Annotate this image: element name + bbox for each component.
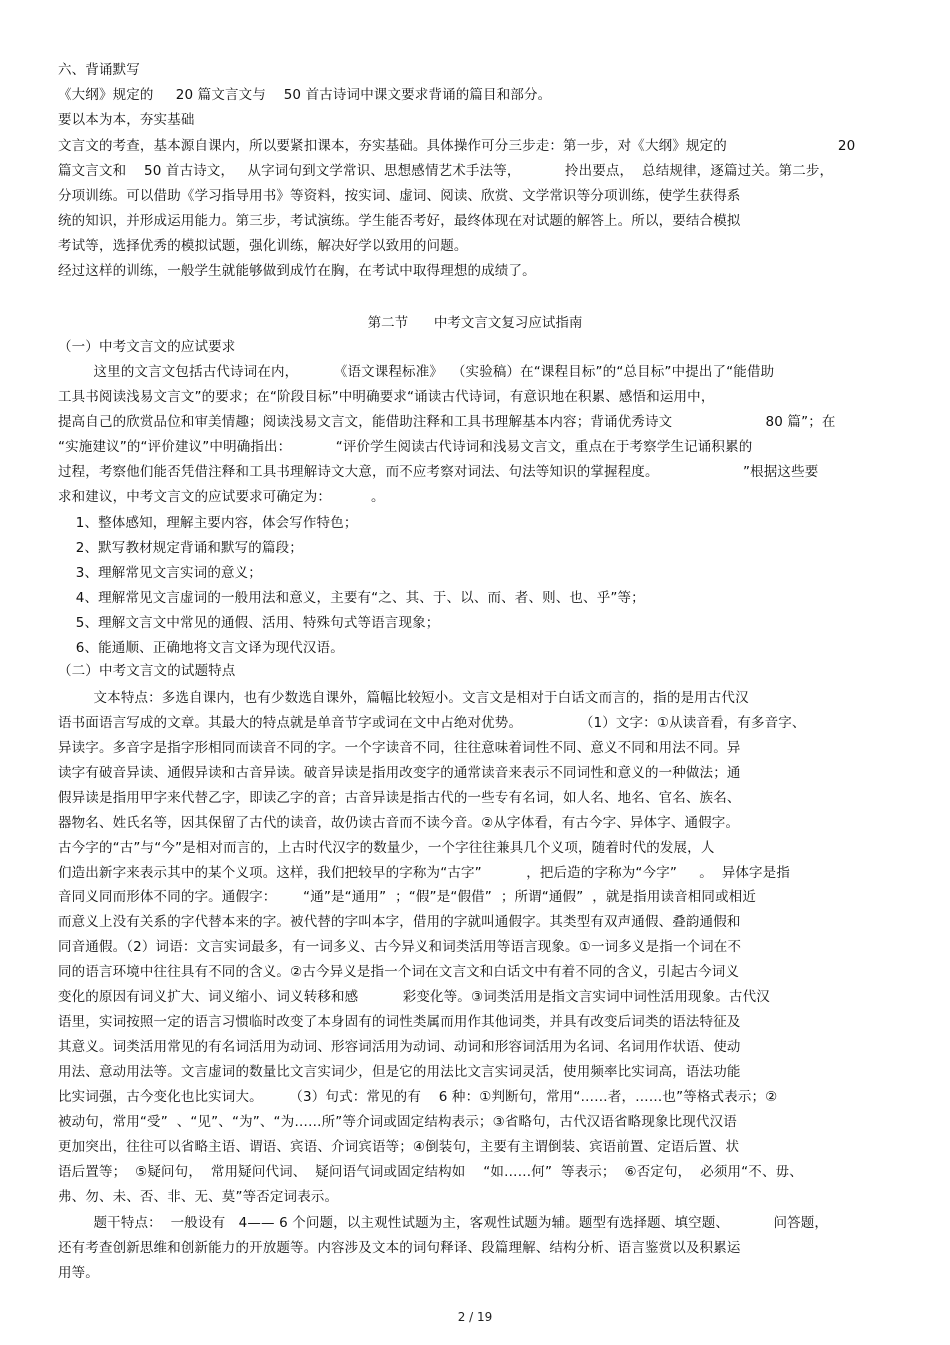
subheading-features: （二）中考文言文的试题特点 — [58, 663, 236, 679]
text-line: 更加突出，往往可以省略主语、谓语、宾语、介词宾语等；④倒装句，主要有主谓倒装、宾语前置、定语后置、状 — [58, 1139, 740, 1155]
text-line: 求和建议，中考文言文的应试要求可确定为： 。 — [58, 489, 385, 505]
text-line: 器物名、姓氏名等，因其保留了古代的读音，故仍读古音而不读今音。②从字体看，有古今字、异体字、通假字。 — [58, 815, 740, 831]
text-line: 变化的原因有词义扩大、词义缩小、词义转移和感 彩变化等。③词类活用是指文言实词中词性活用现象。古代汉 — [58, 989, 770, 1005]
list-item: 6、能通顺、正确地将文言文译为现代汉语。 — [58, 640, 344, 656]
text-line: 比实词强，古今变化也比实词大。 （3）句式：常见的有 6 种：①判断句，常用“……者，……也”等格式表示；② — [58, 1089, 778, 1105]
heading-recite: 六、背诵默写 — [58, 62, 140, 78]
text-line: 语里，实词按照一定的语言习惯临时改变了本身固有的词性类属而用作其他词类，并具有改变后词类的语法特征及 — [58, 1014, 741, 1030]
text-line: 分项训练。可以借助《学习指导用书》等资料，按实词、虚词、阅读、欣赏、文学常识等分项训练，使学生获得系 — [58, 188, 741, 204]
page-number: 2 / 19 — [457, 1310, 493, 1324]
text-line: 篇文言文和 50 首古诗文， 从字词句到文学常识、思想感情艺术手法等， 拎出要点， 总结规律，逐篇过关。第二步， — [58, 163, 834, 179]
text-line: 要以本为本，夯实基础 — [58, 112, 195, 128]
list-item: 5、理解文言文中常见的通假、活用、特殊句式等语言现象； — [58, 615, 440, 631]
text-line: 弗、勿、未、否、非、无、莫”等否定词表示。 — [58, 1189, 339, 1205]
text-line: 统的知识，并形成运用能力。第三步，考试演练。学生能否考好，最终体现在对试题的解答上。所以，要结合模拟 — [58, 213, 741, 229]
text-line: 读字有破音异读、通假异读和古音异读。破音异读是指用改变字的通常读音来表示不同词性和意义的一种做法；通 — [58, 765, 741, 781]
text-line: 假异读是指用甲字来代替乙字，即读乙字的音；古音异读是指古代的一些专有名词，如人名、地名、官名、族名、 — [58, 790, 741, 806]
text-line: 文本特点：多选自课内，也有少数选自课外，篇幅比较短小。文言文是相对于白话文而言的，指的是用古代汉 — [58, 690, 749, 706]
text-line: 文言文的考查，基本源自课内，所以要紧扣课本，夯实基础。具体操作可分三步走：第一步，对《大纲》规定的 20 — [58, 138, 856, 154]
list-item: 4、理解常见文言虚词的一般用法和意义，主要有“之、其、于、以、而、者、则、也、乎”等； — [58, 590, 645, 606]
text-line: 《大纲》规定的 20 篇文言文与 50 首古诗词中课文要求背诵的篇目和部分。 — [58, 87, 552, 103]
subheading-requirements: （一）中考文言文的应试要求 — [58, 339, 236, 355]
text-line: 们造出新字来表示其中的某个义项。这样，我们把较早的字称为“古字” ，把后造的字称为“今字” 。 异体字是指 — [58, 865, 790, 881]
list-item: 3、理解常见文言实词的意义； — [58, 565, 262, 581]
text-line: 还有考查创新思维和创新能力的开放题等。内容涉及文本的词句释译、段篇理解、结构分析、语言鉴赏以及积累运 — [58, 1240, 741, 1256]
text-line: 语书面语言写成的文章。其最大的特点就是单音节字或词在文中占绝对优势。 （1）文字：①从读音看，有多音字、 — [58, 715, 806, 731]
text-line: 其意义。词类活用常见的有名词活用为动词、形容词活用为动词、动词和形容词活用为名词、名词用作状语、使动 — [58, 1039, 741, 1055]
list-item: 1、整体感知，理解主要内容，体会写作特色； — [58, 515, 358, 531]
text-line: 工具书阅读浅易文言文”的要求；在“阶段目标”中明确要求“诵读古代诗词，有意识地在积累、感悟和运用中， — [58, 389, 715, 405]
text-line: “实施建议”的“评价建议”中明确指出： “评价学生阅读古代诗词和浅易文言文，重点在于考察学生记诵积累的 — [58, 439, 753, 455]
text-line: 过程，考察他们能否凭借注释和工具书理解诗文大意，而不应考察对词法、句法等知识的掌握程度。 ”根据这些要 — [58, 464, 819, 480]
text-line: 经过这样的训练，一般学生就能够做到成竹在胸，在考试中取得理想的成绩了。 — [58, 263, 536, 279]
text-line: 用法、意动用法等。文言虚词的数量比文言实词少，但是它的用法比文言实词灵活，使用频率比实词高，语法功能 — [58, 1064, 741, 1080]
text-line: 音同义同而形体不同的字。通假字： “通”是“通用” ；“假”是“假借” ；所谓“通假” ，就是指用读音相同或相近 — [58, 889, 757, 905]
list-item: 2、默写教材规定背诵和默写的篇段； — [58, 540, 303, 556]
text-line: 同的语言环境中往往具有不同的含义。②古今异义是指一个词在文言文和白话文中有着不同的含义，引起古今词义 — [58, 964, 740, 980]
text-line: 古今字的“古”与“今”是相对而言的，上古时代汉字的数量少，一个字往往兼具几个义项，随着时代的发展，人 — [58, 840, 715, 856]
text-line: 而意义上没有关系的字代替本来的字。被代替的字叫本字，借用的字就叫通假字。其类型有双声通假、叠韵通假和 — [58, 914, 741, 930]
text-line: 同音通假。（2）词语：文言实词最多，有一词多义、古今异义和词类活用等语言现象。①一词多义是指一个词在不 — [58, 939, 742, 955]
text-line: 这里的文言文包括古代诗词在内， 《语文课程标准》 （实验稿）在“课程目标”的“总目标”中提出了“能借助 — [58, 364, 775, 380]
text-line: 异读字。多音字是指字形相同而读音不同的字。一个字读音不同，往往意味着词性不同、意义不同和用法不同。异 — [58, 740, 741, 756]
text-line: 用等。 — [58, 1265, 99, 1281]
text-line: 题干特点： 一般设有 4—— 6 个问题，以主观性试题为主，客观性试题为辅。题型有选择题、填空题、 问答题， — [58, 1215, 829, 1231]
text-line: 被动句，常用“受” 、“见”、“为”、“为……所”等介词或固定结构表示；③省略句，古代汉语省略现象比现代汉语 — [58, 1114, 737, 1130]
section-title: 第二节 中考文言文复习应试指南 — [367, 315, 583, 331]
text-line: 语后置等； ⑤疑问句， 常用疑问代词、 疑问语气词或固定结构如 “如……何” 等表示； ⑥否定句， 必须用“不、毋、 — [58, 1164, 803, 1180]
text-line: 提高自己的欣赏品位和审美情趣；阅读浅易文言文，能借助注释和工具书理解基本内容；背诵优秀诗文 80 篇”；在 — [58, 414, 836, 430]
text-line: 考试等，选择优秀的模拟试题，强化训练，解决好学以致用的问题。 — [58, 238, 468, 254]
